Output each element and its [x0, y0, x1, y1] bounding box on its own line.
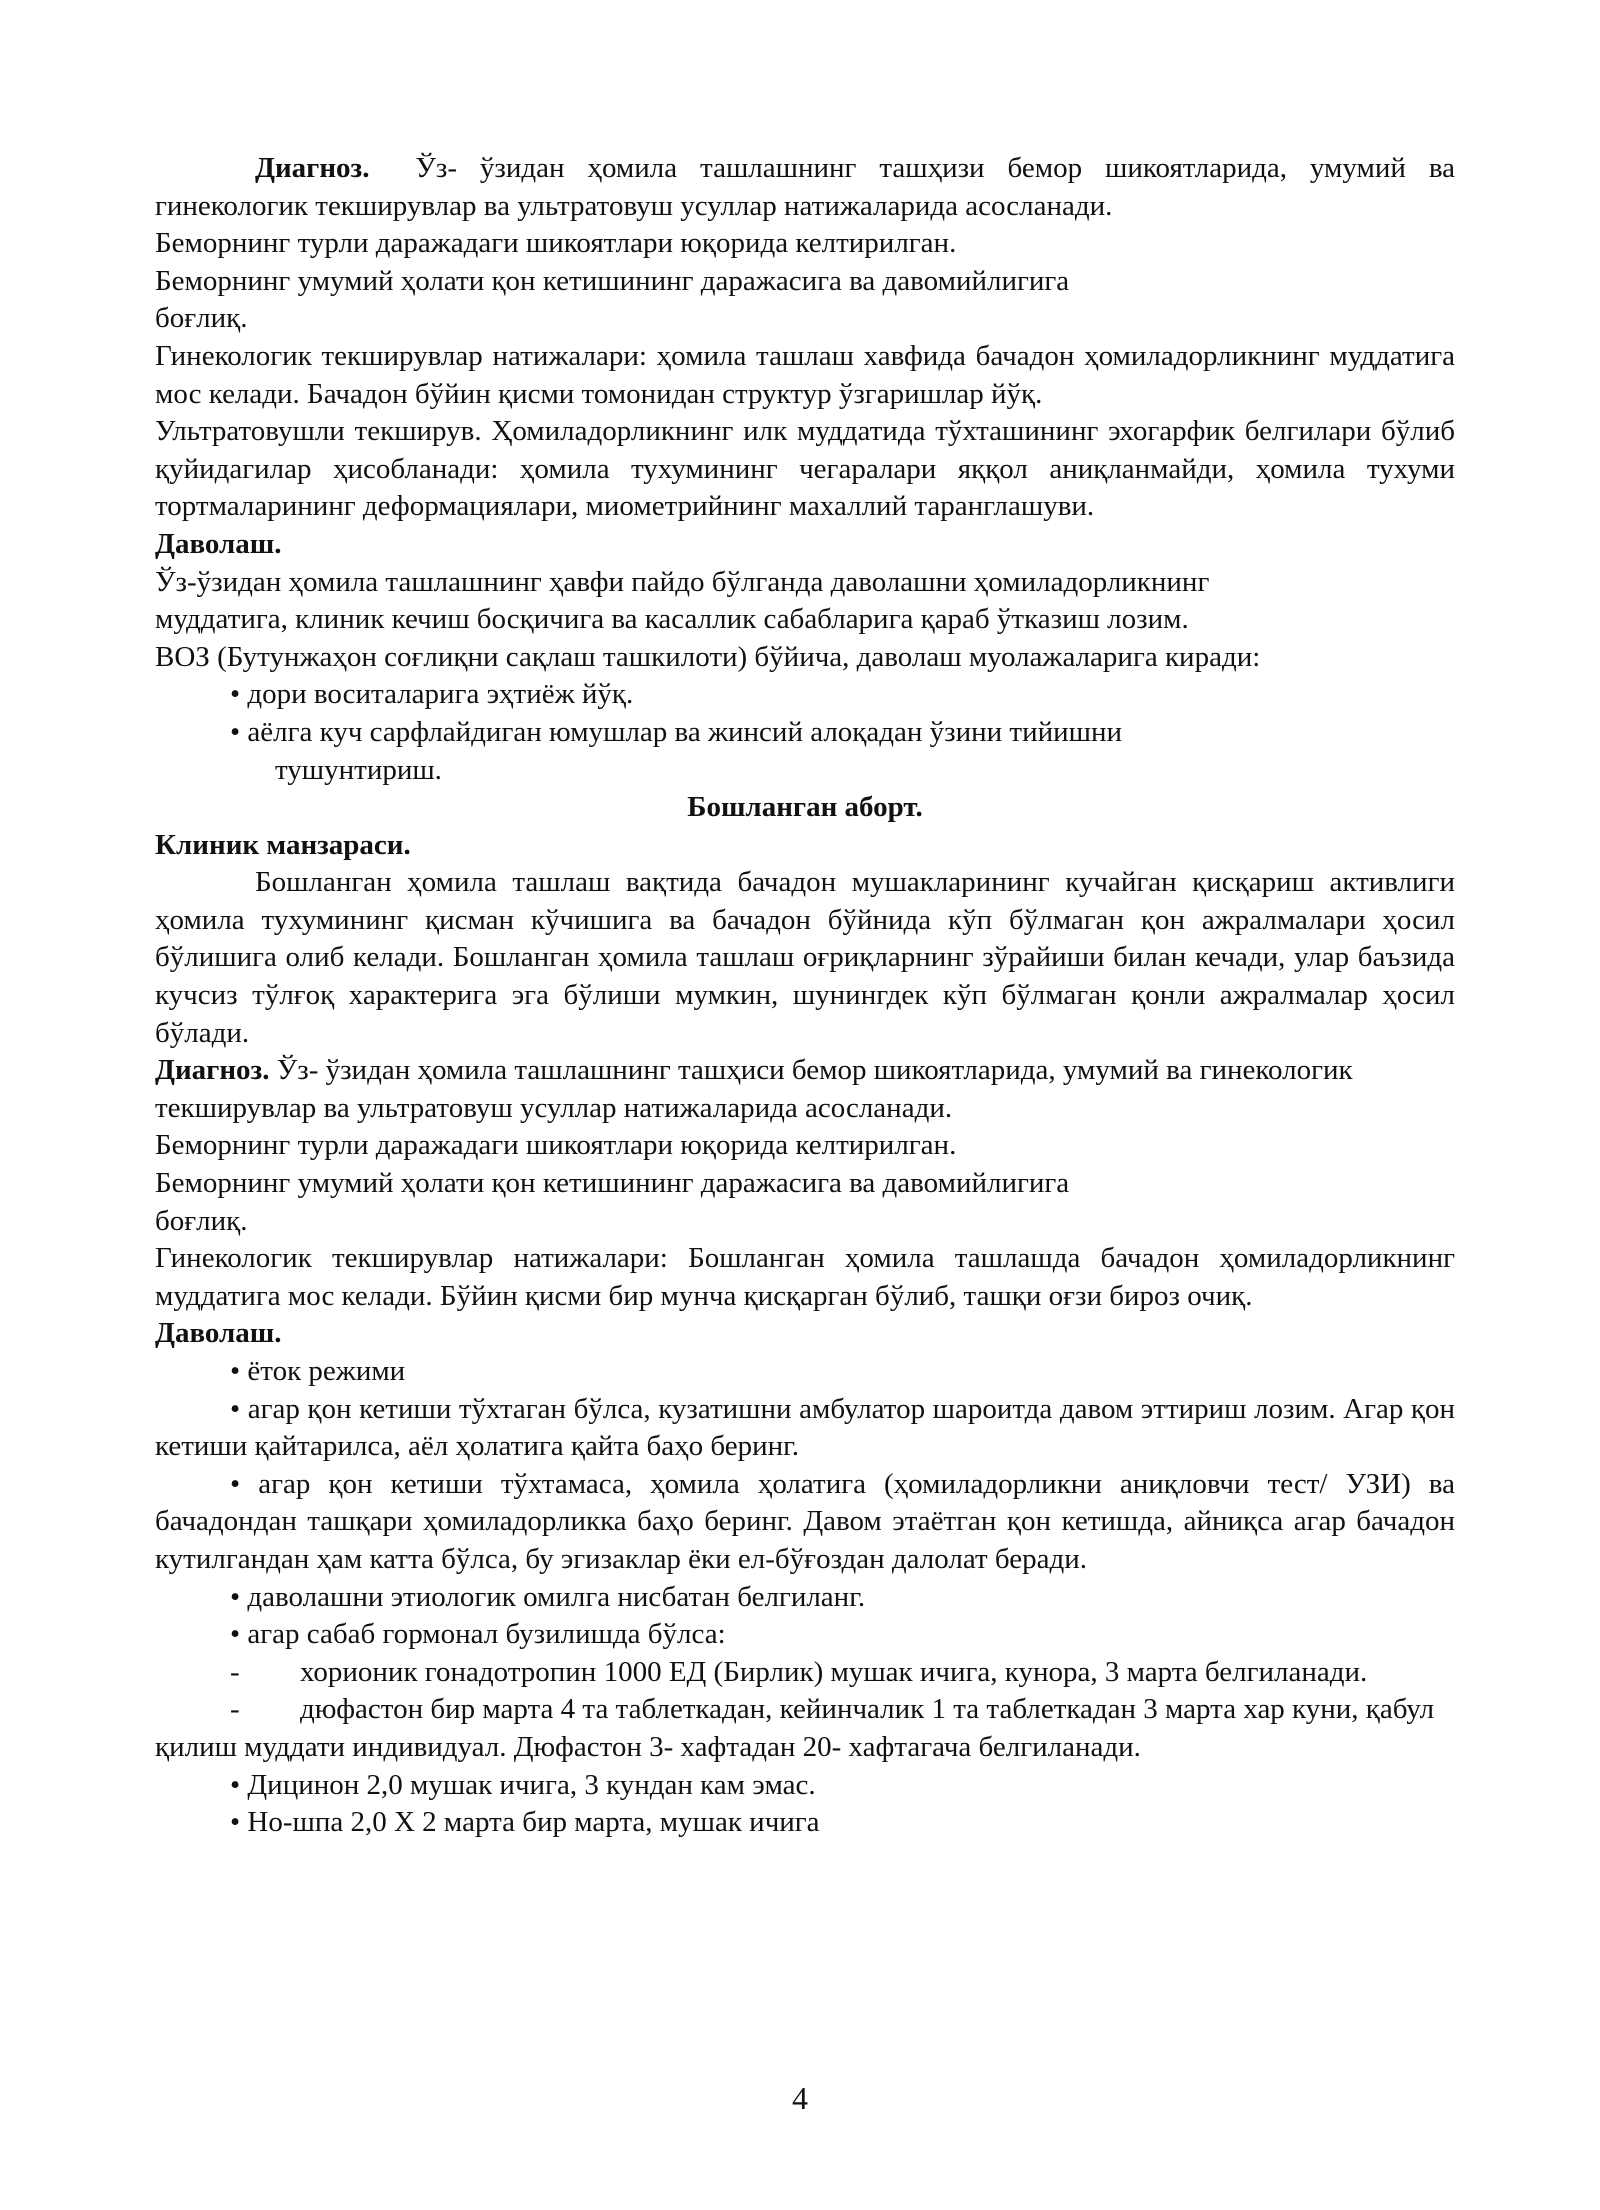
gyn-exam-paragraph-1: Гинекологик текширувлар натижалари: ҳомила ташлаш хавфида бачадон ҳомиладорликнинг муддатига мос келади. Бачадон бўйин қисми томонидан структур ўзгаришлар йўқ.: [155, 339, 1455, 410]
bullet-list-item: • агар қон кетиши тўхтаган бўлса, кузатишни амбулатор шароитда давом эттириш лозим. Агар қон кетиши қайтарилса, аёл ҳолатига қайта баҳо беринг.: [155, 1392, 1455, 1463]
clinical-picture-heading: Клиник манзараси.: [155, 828, 411, 861]
document-body: [155, 150, 1455, 1842]
bullet-list-item: • даволашни этиологик омилга нисбатан белгиланг.: [230, 1580, 866, 1613]
ultrasound-paragraph: Ультратовушли текширув. Ҳомиладорликнинг илк муддатида тўхташининг эхогарфик белгилари бўлиб қуйидагилар ҳисобланади: ҳомила тухумининг чегаралари яққол аниқланмайди, ҳомила тухуми тортмаларининг деформациялари, миометрийнинг махаллий таранглашуви.: [155, 415, 1455, 523]
bullet-list-item: • агар сабаб гормонал бузилишда бўлса:: [230, 1618, 726, 1651]
general-state-paragraph-1-end: боғлиқ.: [155, 302, 248, 335]
bullet-list-item: • дори воситаларига эҳтиёж йўқ.: [230, 678, 634, 711]
treatment-heading-1: Даволаш.: [155, 527, 282, 560]
bullet-list-item: • агар қон кетиши тўхтамаса, ҳомила ҳолатига (ҳомиладорликни аниқловчи тест/ УЗИ) ва бачадондан ташқари ҳомиладорликка баҳо беринг. Давом этаётган қон кетишда, айниқса агар бачадон кутилгандан ҳам катта бўлса, бу эгизаклар ёки ел-бўғоздан далолат беради.: [155, 1467, 1455, 1575]
bullet-list-item: • ёток режими: [230, 1355, 406, 1387]
dash-marker: -: [230, 1693, 240, 1726]
diagnosis-heading-1: Диагноз.: [255, 152, 370, 184]
treatment-paragraph-line-2: муддатига, клиник кечиш босқичига ва касаллик сабабларига қараб ўтказиш лозим.: [155, 603, 1189, 636]
bullet-list-item: • Дицинон 2,0 мушак ичига, 3 кундан кам эмас.: [230, 1768, 816, 1801]
dash-list-item: - хорионик гонадотропин 1000 ЕД (Бирлик) мушак ичига, кунора, 3 марта белгиланади.: [155, 1654, 1455, 1692]
page-number: 4: [792, 2080, 808, 2116]
general-state-paragraph-2-end: боғлиқ.: [155, 1204, 248, 1237]
dash-list-item: - дюфастон бир марта 4 та таблеткадан, кейинчалик 1 та таблеткадан 3 марта хар куни, қабул қилиш муддати индивидуал. Дюфастон 3- хафтадан 20- хафтагача белгиланади.: [155, 1693, 1435, 1763]
bullet-list-item: • аёлга куч сарфлайдиган юмушлар ва жинсий алоқадан ўзини тийишни: [230, 715, 1123, 748]
clinical-picture-paragraph: Бошланган ҳомила ташлаш вақтида бачадон мушакларининг кучайган қисқариш активлиги ҳомила тухумининг қисман кўчишига ва бачадон бўйнида кўп бўлмаган қон ажралмалари ҳосил бўлишига олиб келади. Бошланган ҳомила ташлаш оғриқларнинг зўрайиши билан кечади, улар баъзида кучсиз тўлғоқ характерига эга бўлиши мумкин, шунингдек кўп бўлмаган қонли ажралмалар ҳосил бўлади.: [155, 866, 1455, 1049]
treatment-heading-2: Даволаш.: [155, 1317, 282, 1350]
general-state-paragraph-1: Беморнинг умумий ҳолати қон кетишининг даражасига ва давомийлигига: [155, 264, 1070, 297]
diagnosis-paragraph-2: Диагноз. Ўз- ўзидан ҳомила ташлашнинг ташҳиси бемор шикоятларида, умумий ва гинекологик текширувлар ва ультратовуш усуллар натижаларида асосланади.: [155, 1054, 1353, 1124]
who-paragraph: ВОЗ (Бутунжаҳон соғлиқни сақлаш ташкилоти) бўйича, даволаш муолажаларига киради:: [155, 640, 1261, 673]
treatment-paragraph-line-1: Ўз-ўзидан ҳомила ташлашнинг ҳавфи пайдо бўлганда даволашни ҳомиладорликнинг: [155, 565, 1210, 598]
bullet-list-item: • Но-шпа 2,0 Х 2 марта бир марта, мушак ичига: [230, 1806, 820, 1839]
complaints-paragraph-2: Беморнинг турли даражадаги шикоятлари юқорида келтирилган.: [155, 1129, 957, 1162]
diagnosis-paragraph-1: Диагноз. Ўз- ўзидан ҳомила ташлашнинг ташҳизи бемор шикоятларида, умумий ва гинекологик текширувлар ва ультратовуш усуллар натижаларида асосланади.: [155, 152, 1455, 222]
dash-marker: -: [230, 1655, 240, 1688]
complaints-paragraph-1: Беморнинг турли даражадаги шикоятлари юқорида келтирилган.: [155, 227, 957, 260]
gyn-exam-paragraph-2: Гинекологик текширувлар натижалари: Бошланган ҳомила ташлашда бачадон ҳомиладорликнинг муддатига мос келади. Бўйин қисми бир мунча қисқарган бўлиб, ташқи оғзи бироз очиқ.: [155, 1242, 1455, 1312]
diagnosis-heading-2: Диагноз.: [155, 1054, 270, 1087]
section-title: Бошланган аборт.: [687, 791, 923, 824]
bullet-list-item-continuation: тушунтириш.: [275, 753, 442, 786]
general-state-paragraph-2: Беморнинг умумий ҳолати қон кетишининг даражасига ва давомийлигига: [155, 1167, 1070, 1200]
